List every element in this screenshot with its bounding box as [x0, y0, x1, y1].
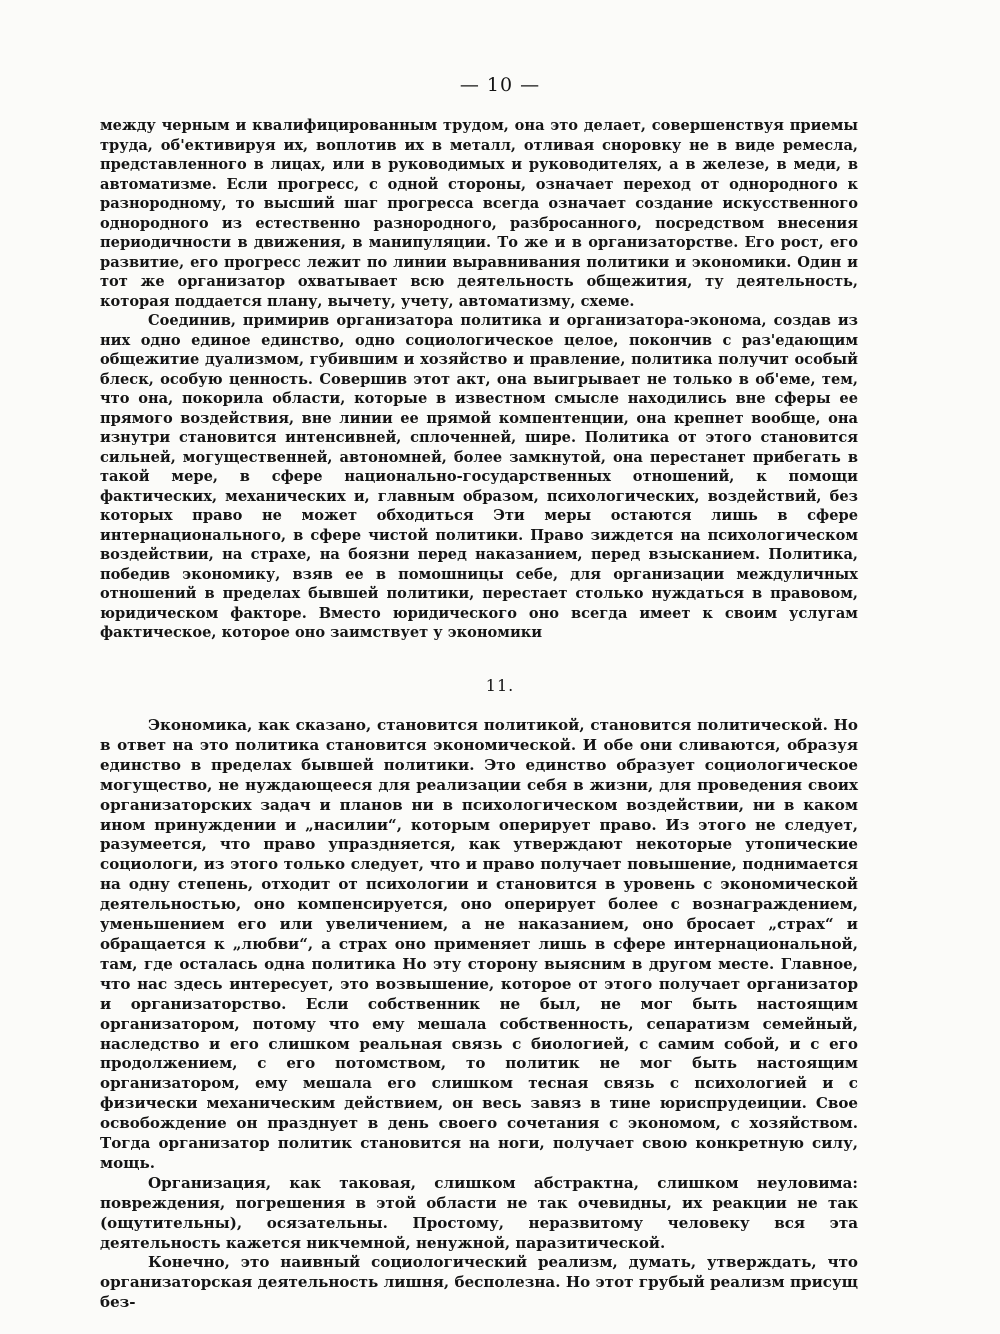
paragraph: Конечно, это наивный социологический реализм, думать, утверждать, что организаторская деятельность лишня, бесполезна. Но этот грубый реализм присущ без- [100, 1253, 858, 1312]
text-block-top [100, 116, 858, 643]
section-heading: 11. [485, 676, 515, 695]
paragraph: Организация, как таковая, слишком абстрактна, слишком неуловима: повреждения, погрешения в этой области не так очевидны, их реакции не так (ощутительны), осязательны. Простому, неразвитому человеку вся эта деятельность кажется никчемной, ненужной, паразитической. [100, 1173, 858, 1252]
paragraph: Соединив, примирив организатора политика и организатора-эконома, создав из них одно единое единство, одно социологическое целое, покончив с раз'едающим общежитие дуализмом, губившим и хозяйство и правление, политика получит особый блеск, особую ценность. Совершив этот акт, она выигрывает не только в об'еме, тем, что она, покорила области, которые в известном смысле находились вне сферы ее прямого воздействия, вне линии ее прямой компентенции, она крепнет вообще, она изнутри становится интенсивней, сплоченней, шире. Политика от этого становится сильней, могущественней, автономней, более замкнутой, она перестанет прибегать в такой мере, в сфере национально-государственных отношений, к помощи фактических, механических и, главным образом, психологических, воздействий, без которых право не может обходиться Эти меры остаются лишь в сфере интернационального, в сфере чистой политики. Право зиждется на психологическом воздействии, на страхе, на боязни перед наказанием, перед взысканием. Политика, победив экономику, взяв ее в помошницы себе, для организации междуличных отношений в пределах бывшей политики, перестает столько нуждаться в правовом, юридическом факторе. Вместо юридического оно всегда имеет к своим услугам фактическое, которое оно заимствует у экономики [100, 312, 858, 641]
paragraph: Экономика, как сказано, становится политикой, становится политической. Но в ответ на это политика становится экономической. И обе они сливаются, образуя единство в пределах бывшей политики. Это единство образует социологическое могущество, не нуждающееся для реализации себя в жизни, для проведения своих организаторских задач и планов ни в психологическом воздействии, ни в каком ином принуждении и „насилии“, которым оперирует право. Из этого не следует, разумеется, что право упраздняется, как утверждают некоторые утопические социологи, из этого только следует, что и право получает повышение, поднимается на одну степень, отходит от психологии и становится в уровень с экономической деятельностью, оно компенсируется, оно оперирует более с вознаграждением, уменьшением его или увеличением, а не наказанием, оно бросает „страх“ и обращается к „любви“, а страх оно применяет лишь в сфере интернациональной, там, где осталась одна политика Но эту сторону выясним в другом месте. Главное, что нас здесь интересует, это возвышение, которое от этого получает организатор и организаторство. Если собственник не был, не мог быть настоящим организатором, потому что ему мешала собственность, сепаратизм семейный, наследство и его слишком реальная связь с биологией, с самим собой, и с его продолжением, с его потомством, то политик не мог быть настоящим организатором, ему мешала его слишком тесная связь с психологией и с физически механическим действием, он весь завяз в тине юриспрудеиции. Свое освобождение он празднует в день своего сочетания с экономом, с хозяйством. Тогда организатор политик становится на ноги, получает свою конкретную силу, мощь. [100, 716, 858, 1172]
text-block-bottom [100, 716, 858, 1313]
paragraph: между черным и квалифицированным трудом, она это делает, совершенствуя приемы труда, об'ективируя их, воплотив их в металл, отливая сноровку не в виде ремесла, представленного в лицах, или в руководимых и руководителях, а в железе, в меди, в автоматизме. Если прогресс, с одной стороны, означает переход от однородного к разнородному, то высший шаг прогресса всегда означает создание искусственного однородного из естественно разнородного, разбросанного, посредством внесения периодичности в движения, в манипуляции. То же и в организаторстве. Его рост, его развитие, его прогресс лежит по линии выравнивания политики и экономики. Один и тот же организатор охватывает всю деятельность общежития, ту деятельность, которая поддается плану, вычету, учету, автоматизму, схеме. [100, 117, 858, 310]
page-number: — 10 — [459, 74, 541, 96]
